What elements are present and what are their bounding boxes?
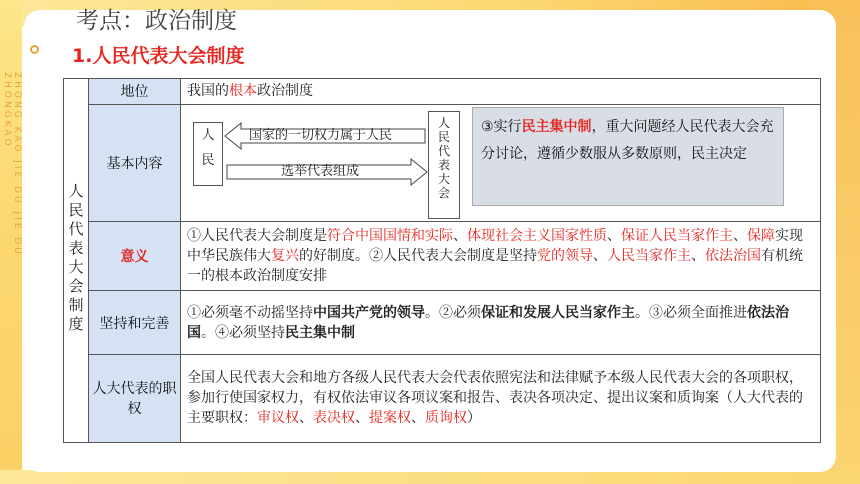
arrow-top-label: 国家的一切权力属于人民: [249, 127, 393, 143]
content-uphold: ①必须毫不动摇坚持中国共产党的领导。②必须保证和发展人民当家作主。③必须全面推进依法治国。④必须坚持民主集中制: [181, 291, 821, 355]
bullet-ring-icon: [30, 45, 39, 54]
democratic-centralism-note: ③实行民主集中制，重大问题经人民代表大会充分讨论，遵循少数服从多数原则，民主决定: [472, 107, 784, 206]
side-header-cell: [64, 79, 89, 443]
side-brand-line-2: ZHONGKAO: [2, 72, 12, 149]
content-basic: [181, 104, 821, 221]
section-title: 1.人民代表大会制度: [72, 45, 245, 67]
npc-box: 人民代表大会: [428, 111, 460, 219]
row-meaning: [64, 221, 821, 291]
people-box: 人民: [193, 122, 223, 186]
content-meaning: ①人民代表大会制度是符合中国国情和实际、体现社会主义国家性质、保证人民当家作主、保障实现中华民族伟大复兴的好制度。②人民代表大会制度是坚持党的领导、人民当家作主、依法治国有机统一的根本政治制度安排: [181, 221, 821, 291]
content-powers: 全国人民代表大会和地方各级人民代表大会代表依照宪法和法律赋予本级人民代表大会的各项职权，参加行使国家权力，有权依法审议各项议案和报告、表决各项决定、提出议案和质询案（人大代表的主要职权：审议权、表决权、提案权、质询权）: [181, 354, 821, 442]
label-meaning: 意义: [89, 221, 181, 291]
row-uphold: [64, 291, 821, 355]
label-basic: 基本内容: [89, 104, 181, 221]
label-position: 地位: [89, 79, 181, 105]
row-position: [64, 79, 821, 105]
label-powers: 人大代表的职权: [89, 354, 181, 442]
side-header: 人民代表大会制度: [66, 182, 85, 335]
bottom-stripe: [0, 470, 860, 484]
label-uphold: 坚持和完善: [89, 291, 181, 355]
row-basic: [64, 104, 821, 221]
content-position: 我国的根本政治制度: [181, 79, 821, 105]
arrow-bottom-label: 选举代表组成: [281, 163, 360, 179]
page-title: 考点：政治制度: [76, 8, 237, 34]
side-brand-line-1: ZHONG KAO JIE DU JIE DU: [12, 72, 22, 257]
npc-diagram: [181, 109, 802, 219]
side-brand: [2, 72, 24, 372]
npc-system-table: [63, 78, 821, 443]
row-powers: [64, 354, 821, 442]
